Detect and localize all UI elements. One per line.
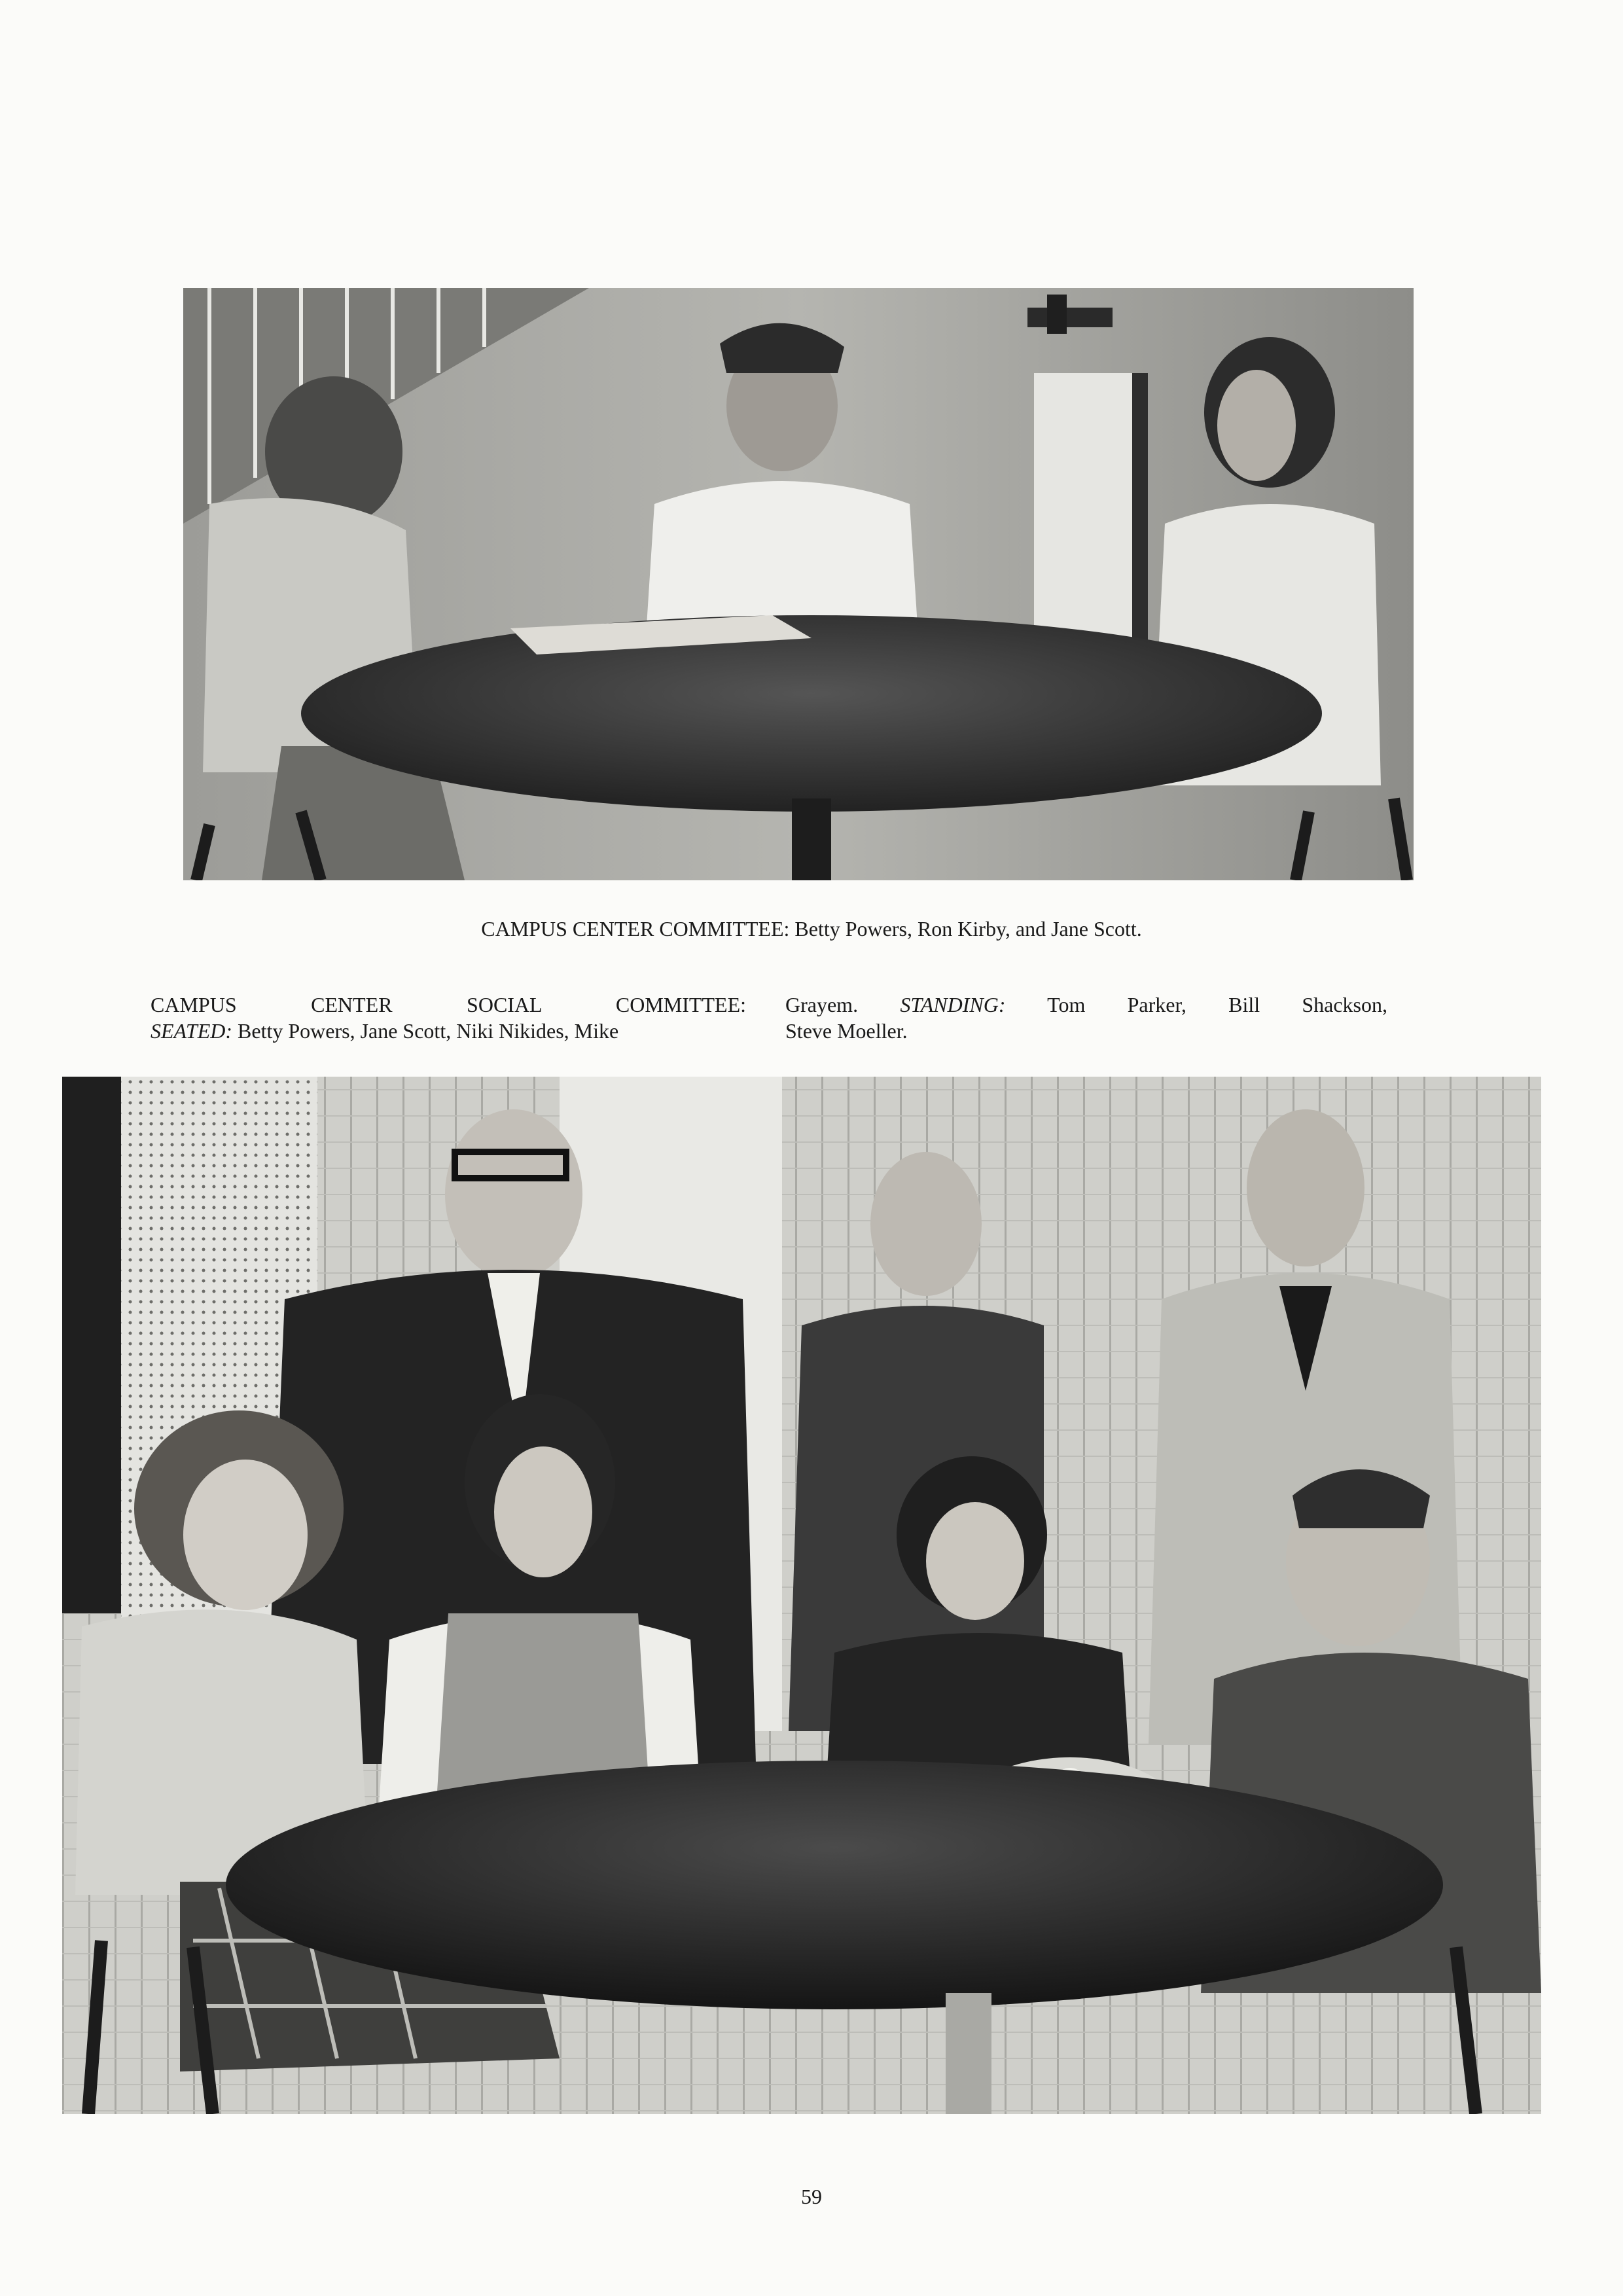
caption-standing-label: STANDING: <box>900 993 1006 1016</box>
photo-top-image <box>183 288 1414 880</box>
caption-seated-names-2: Grayem. <box>785 993 859 1016</box>
caption-social-committee-right-column <box>785 992 1387 1044</box>
caption-top-names: Betty Powers, Ron Kirby, and Jane Scott. <box>794 917 1142 941</box>
caption-top-heading: CAMPUS CENTER COMMITTEE: <box>481 917 790 941</box>
caption-seated-label: SEATED: <box>151 1019 233 1043</box>
caption-seated-names-1: Betty Powers, Jane Scott, Niki Nikides, Mike <box>238 1019 619 1043</box>
page-number: 59 <box>801 2185 822 2208</box>
photo-campus-center-committee <box>183 288 1414 880</box>
caption-standing-names-1: Tom Parker, Bill Shackson, <box>1047 993 1388 1016</box>
photo-bottom-image <box>62 1077 1541 2114</box>
caption-campus-center-committee <box>0 915 1623 942</box>
caption-social-committee-heading: CAMPUS CENTER SOCIAL COMMITTEE: <box>151 993 746 1016</box>
photo-campus-center-social-committee <box>62 1077 1541 2114</box>
caption-standing-line <box>785 992 1387 1018</box>
caption-standing-names-2: Steve Moeller. <box>785 1019 908 1043</box>
caption-social-committee-left-column <box>151 992 746 1044</box>
caption-seated-line <box>151 1018 746 1044</box>
